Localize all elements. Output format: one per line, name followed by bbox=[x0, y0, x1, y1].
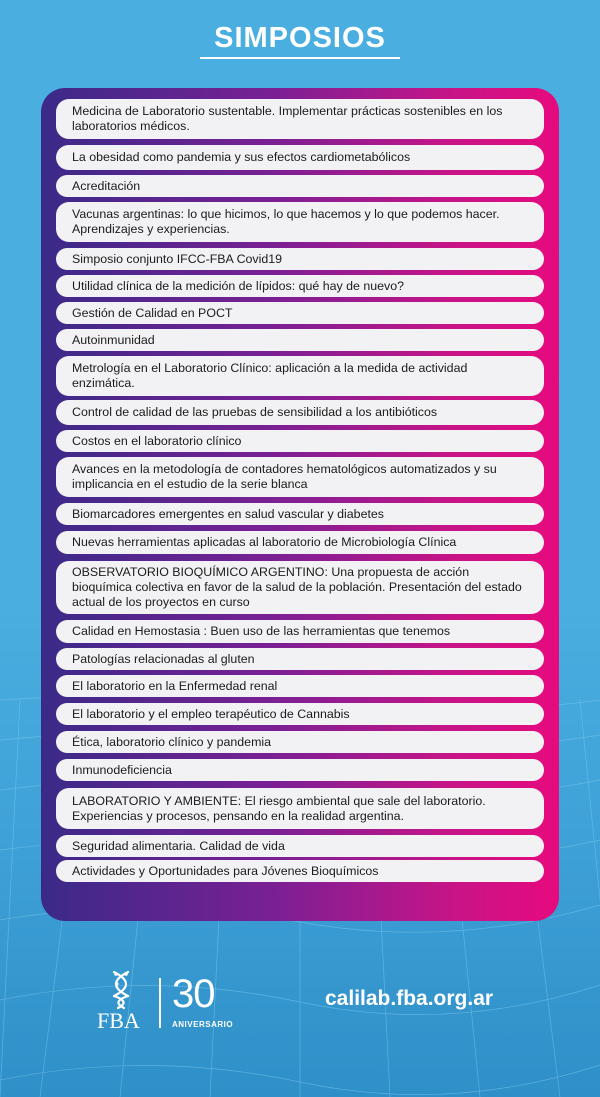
list-item: Control de calidad de las pruebas de sensibilidad a los antibióticos bbox=[56, 400, 544, 425]
list-item: Utilidad clínica de la medición de lípidos: qué hay de nuevo? bbox=[56, 275, 544, 297]
list-item: Ética, laboratorio clínico y pandemia bbox=[56, 731, 544, 753]
fba-logo-text: FBA bbox=[97, 1008, 140, 1033]
list-item: LABORATORIO Y AMBIENTE: El riesgo ambiental que sale del laboratorio. Experiencias y procesos, pensando en la realidad argentina. bbox=[56, 788, 544, 829]
list-item: Simposio conjunto IFCC-FBA Covid19 bbox=[56, 248, 544, 270]
footer-divider bbox=[159, 978, 161, 1028]
list-item: El laboratorio y el empleo terapéutico de Cannabis bbox=[56, 703, 544, 725]
list-item: Calidad en Hemostasia : Buen uso de las herramientas que tenemos bbox=[56, 620, 544, 643]
list-item: Patologías relacionadas al gluten bbox=[56, 648, 544, 670]
list-item: OBSERVATORIO BIOQUÍMICO ARGENTINO: Una propuesta de acción bioquímica colectiva en favor de la salud de la población. Presentación del estado actual de los proyectos en curso bbox=[56, 561, 544, 614]
symposia-panel bbox=[41, 88, 559, 921]
anniversary-label: ANIVERSARIO bbox=[172, 1020, 234, 1029]
list-item: La obesidad como pandemia y sus efectos cardiometabólicos bbox=[56, 145, 544, 170]
list-item: Biomarcadores emergentes en salud vascular y diabetes bbox=[56, 503, 544, 525]
list-item: Gestión de Calidad en POCT bbox=[56, 302, 544, 324]
page-title: SIMPOSIOS bbox=[214, 22, 386, 54]
list-item: Avances en la metodología de contadores hematológicos automatizados y su implicancia en el estudio de la serie blanca bbox=[56, 457, 544, 497]
website-link[interactable]: calilab.fba.org.ar bbox=[325, 987, 494, 1010]
list-item: Seguridad alimentaria. Calidad de vida bbox=[56, 835, 544, 857]
title-underline bbox=[200, 57, 400, 59]
list-item: Actividades y Oportunidades para Jóvenes Bioquímicos bbox=[56, 860, 544, 882]
list-item: Inmunodeficiencia bbox=[56, 759, 544, 781]
list-item: Costos en el laboratorio clínico bbox=[56, 430, 544, 452]
list-item: El laboratorio en la Enfermedad renal bbox=[56, 675, 544, 697]
list-item: Nuevas herramientas aplicadas al laboratorio de Microbiología Clínica bbox=[56, 531, 544, 554]
list-item: Medicina de Laboratorio sustentable. Implementar prácticas sostenibles en los laboratorios médicos. bbox=[56, 99, 544, 139]
footer bbox=[0, 960, 600, 1050]
list-item: Vacunas argentinas: lo que hicimos, lo que hacemos y lo que podemos hacer. Aprendizajes y experiencias. bbox=[56, 202, 544, 242]
list-item: Acreditación bbox=[56, 175, 544, 197]
list-item: Metrología en el Laboratorio Clínico: aplicación a la medida de actividad enzimática. bbox=[56, 356, 544, 396]
list-item: Autoinmunidad bbox=[56, 329, 544, 351]
anniversary-number: 30 bbox=[172, 972, 215, 1016]
